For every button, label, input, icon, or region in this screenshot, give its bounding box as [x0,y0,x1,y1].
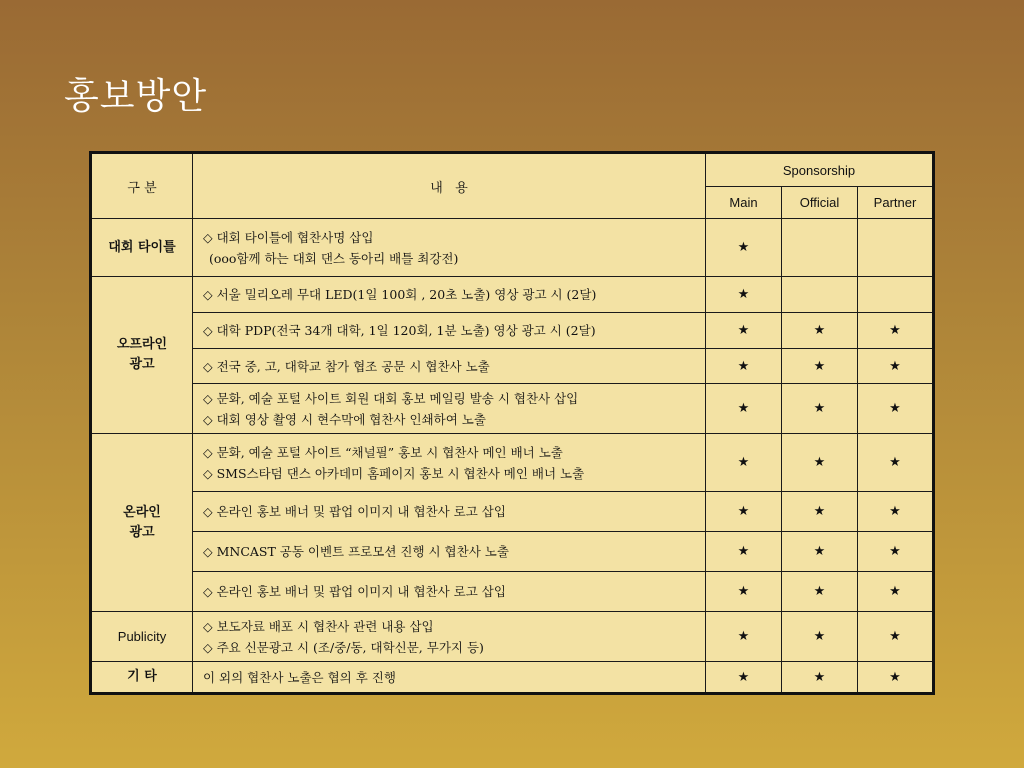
star-official: ★ [782,349,858,384]
header-main: Main [706,187,782,219]
row-content [193,349,706,384]
table-row [91,662,934,694]
row-content [193,277,706,313]
header-category: 구 분 [91,153,193,219]
row-content [193,612,706,662]
category-line: 오프라인 [116,337,168,352]
category-offline-ad [91,277,193,434]
star-partner: ★ [858,313,934,349]
star-partner: ★ [858,572,934,612]
star-main: ★ [706,349,782,384]
category-line: 광고 [129,357,155,372]
content-line: ◇ 대학 PDP(전국 34개 대학, 1일 120회, 1분 노출) 영상 광고 시 (2달) [203,323,596,338]
table-row [91,492,934,532]
row-content [193,219,706,277]
header-sponsorship: Sponsorship [706,153,934,187]
star-official: ★ [782,662,858,694]
content-line: 이 외의 협찬사 노출은 협의 후 진행 [203,669,396,685]
header-content: 내 용 [193,153,706,219]
star-official: ★ [782,612,858,662]
content-line: ◇ 전국 중, 고, 대학교 참가 협조 공문 시 협찬사 노출 [203,358,490,374]
content-line: ◇ 서울 밀리오레 무대 LED(1일 100회 , 20초 노출) 영상 광고 시 (2달) [203,287,597,302]
star-partner: ★ [858,492,934,532]
star-main: ★ [706,572,782,612]
star-official: ★ [782,434,858,492]
content-line: ◇ MNCAST 공동 이벤트 프로모션 진행 시 협찬사 노출 [203,544,509,559]
star-main: ★ [706,277,782,313]
table-row [91,434,934,492]
star-main: ★ [706,384,782,434]
header-row-top [91,153,934,187]
content-line: ◇ 대회 영상 촬영 시 현수막에 협찬사 인쇄하여 노출 [203,411,486,427]
star-partner [858,219,934,277]
star-partner: ★ [858,612,934,662]
slide-title: 홍보방안 [64,76,208,117]
category-title: 대회 타이틀 [91,219,193,277]
category-line: 광고 [129,524,155,540]
content-line: ◇ 주요 신문광고 시 (조/중/동, 대학신문, 무가지 등) [203,639,484,655]
category-online-ad [91,434,193,612]
star-partner: ★ [858,349,934,384]
star-main: ★ [706,612,782,662]
star-official [782,277,858,313]
star-official: ★ [782,313,858,349]
table-row [91,572,934,612]
category-publicity: Publicity [91,612,193,662]
table-row [91,219,934,277]
star-partner: ★ [858,662,934,694]
content-line: ◇ 온라인 홍보 배너 및 팝업 이미지 내 협찬사 로고 삽입 [203,504,506,519]
content-line: ◇ SMS스타덤 댄스 아카데미 홈페이지 홍보 시 협찬사 메인 배너 노출 [203,465,585,481]
row-content [193,313,706,349]
row-content [193,572,706,612]
row-content [193,662,706,694]
star-official: ★ [782,532,858,572]
content-line: ◇ 대회 타이틀에 협찬사명 삽입 [203,229,374,245]
promotion-plan-table [89,151,935,695]
header-partner: Partner [858,187,934,219]
content-line: ◇ 문화, 예술 포털 사이트 “채널필” 홍보 시 협찬사 메인 배너 노출 [203,444,563,460]
star-main: ★ [706,492,782,532]
star-official: ★ [782,492,858,532]
content-line: (ooo함께 하는 대회 댄스 동아리 배틀 최강전) [209,250,459,266]
star-official [782,219,858,277]
star-main: ★ [706,532,782,572]
content-line: ◇ 문화, 예술 포털 사이트 회원 대회 홍보 메일링 발송 시 협찬사 삽입 [203,390,579,406]
table-row [91,277,934,313]
table-row [91,612,934,662]
star-main: ★ [706,313,782,349]
table-row [91,532,934,572]
row-content [193,532,706,572]
row-content [193,492,706,532]
table-row [91,313,934,349]
star-partner: ★ [858,532,934,572]
star-main: ★ [706,662,782,694]
table-row [91,349,934,384]
category-etc: 기 타 [91,662,193,694]
star-partner: ★ [858,434,934,492]
header-official: Official [782,187,858,219]
content-line: ◇ 보도자료 배포 시 협찬사 관련 내용 삽입 [203,618,434,634]
row-content [193,384,706,434]
content-line: ◇ 온라인 홍보 배너 및 팝업 이미지 내 협찬사 로고 삽입 [203,584,506,599]
star-official: ★ [782,384,858,434]
row-content [193,434,706,492]
table-row [91,384,934,434]
star-main: ★ [706,434,782,492]
star-partner: ★ [858,384,934,434]
star-official: ★ [782,572,858,612]
star-partner [858,277,934,313]
star-main: ★ [706,219,782,277]
category-line: 온라인 [123,504,161,520]
